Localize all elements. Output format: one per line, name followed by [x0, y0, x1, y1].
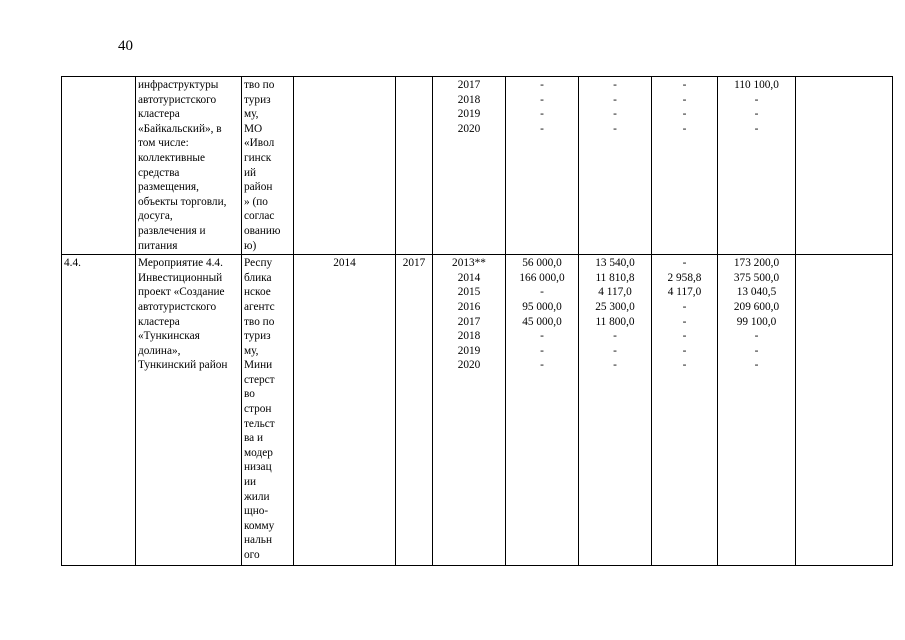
- notes: [796, 77, 893, 255]
- amount-col-c-line: 2 958,8: [667, 271, 702, 284]
- years-line: 2016: [457, 300, 481, 313]
- amount-col-a-line: -: [540, 344, 544, 357]
- amount-col-b-line: -: [613, 93, 617, 106]
- executor-line: ю): [244, 239, 257, 252]
- table-row: [62, 255, 893, 566]
- amount-col-b-line: 11 800,0: [595, 315, 635, 328]
- years-line: 2017: [457, 79, 481, 91]
- amount-col-c-line: -: [682, 344, 687, 357]
- executor: [242, 77, 294, 255]
- executor-line: ий: [244, 166, 257, 179]
- row-number: [62, 77, 136, 255]
- measure-name-line: развлечения и: [138, 224, 206, 237]
- measure-name-line: том числе:: [138, 137, 189, 150]
- executor-line: жили: [244, 490, 270, 503]
- start-year: [294, 77, 396, 255]
- executor-line: ого: [244, 549, 260, 561]
- amount-col-c-line: -: [682, 93, 687, 106]
- executor-line: ии: [244, 476, 257, 489]
- executor-line: нское: [244, 286, 271, 299]
- executor-line: туриз: [244, 330, 271, 343]
- amount-col-a-line: -: [540, 79, 544, 91]
- amount-col-a-line: 56 000,0: [522, 257, 562, 270]
- executor-line: му,: [244, 344, 259, 357]
- executor-line: ва и: [244, 432, 264, 445]
- years: [433, 77, 506, 255]
- amount-col-d-line: 209 600,0: [733, 300, 780, 313]
- amount-col-a-line: -: [540, 359, 544, 372]
- row-number: 4.4.: [62, 255, 136, 566]
- executor-line: МО: [244, 122, 263, 135]
- executor-line: «Ивол: [244, 137, 275, 150]
- measure-name-line: долина»,: [138, 344, 181, 357]
- amount-col-d-line: 13 040,5: [736, 286, 777, 299]
- page-number: 40: [118, 38, 133, 54]
- amount-col-b-line: -: [613, 344, 617, 357]
- amount-col-c-line: -: [682, 122, 687, 135]
- measure-name-line: Инвестиционный: [138, 271, 223, 284]
- years-line: 2015: [457, 286, 481, 299]
- years-line: 2013**: [452, 257, 486, 270]
- measure-name-line: кластера: [138, 315, 180, 328]
- amount-col-a: [506, 77, 579, 255]
- years-line: 2019: [457, 344, 481, 357]
- measure-name-line: коллективные: [138, 151, 206, 164]
- start-year: 2014: [294, 255, 396, 566]
- amount-col-b-line: -: [613, 122, 617, 135]
- years-line: 2020: [457, 359, 481, 372]
- measure-name-line: «Тункинская: [138, 330, 200, 343]
- amount-col-d: [718, 77, 796, 255]
- amount-col-b-line: 11 810,8: [595, 271, 635, 284]
- amount-col-d-line: 173 200,0: [733, 257, 780, 270]
- amount-col-a-line: 45 000,0: [522, 315, 562, 328]
- amount-col-a: [506, 255, 579, 566]
- measure-name-line: автотуристского: [138, 300, 217, 313]
- years-line: 2014: [457, 271, 481, 284]
- table-row: [62, 77, 893, 255]
- amount-col-a-line: -: [540, 286, 544, 299]
- amount-col-d-line: -: [754, 344, 759, 357]
- executor-line: соглас: [244, 210, 275, 223]
- measure-name-line: средства: [138, 166, 180, 179]
- executor: [242, 255, 294, 566]
- executor-line: район: [244, 181, 273, 194]
- executor-line: тво по: [244, 315, 275, 328]
- executor-line: тво по: [244, 79, 275, 91]
- executor-line: туриз: [244, 93, 271, 106]
- executor-line: строн: [244, 403, 272, 416]
- amount-col-b-line: 25 300,0: [595, 300, 635, 313]
- measure-name-line: «Байкальский», в: [138, 122, 222, 135]
- amount-col-a-line: 95 000,0: [522, 300, 562, 313]
- amount-col-b-line: -: [613, 108, 617, 121]
- amount-col-b-line: -: [613, 79, 617, 91]
- executor-line: низац: [244, 461, 272, 474]
- executor-line: комму: [244, 519, 275, 532]
- years-line: 2017: [457, 315, 481, 328]
- years-line: 2020: [457, 122, 481, 135]
- executor-line: стерст: [244, 373, 275, 386]
- years-line: 2019: [457, 108, 481, 121]
- amount-col-a-line: -: [540, 122, 544, 135]
- executor-line: Респу: [244, 257, 273, 270]
- amount-col-c-line: -: [682, 315, 687, 328]
- amount-col-a-line: -: [540, 330, 544, 343]
- measure-name-line: досуга,: [138, 210, 173, 223]
- measure-name-line: инфраструктуры: [138, 79, 219, 91]
- executor-line: Мини: [244, 359, 273, 372]
- end-year: [396, 77, 433, 255]
- amount-col-c: [652, 255, 718, 566]
- measure-name-line: кластера: [138, 108, 180, 121]
- amount-col-b-line: -: [613, 330, 617, 343]
- executor-line: » (по: [244, 195, 268, 208]
- amount-col-c-line: -: [682, 79, 687, 91]
- executor-line: ованию: [244, 224, 281, 237]
- amount-col-c-line: -: [682, 330, 687, 343]
- amount-col-b-line: 4 117,0: [598, 286, 632, 299]
- notes: [796, 255, 893, 566]
- amount-col-b: [579, 77, 652, 255]
- amount-col-d-line: -: [754, 93, 759, 106]
- measure-name-line: размещения,: [138, 181, 199, 194]
- executor-line: модер: [244, 446, 273, 459]
- amount-col-c-line: -: [682, 300, 687, 313]
- executor-line: блика: [244, 271, 272, 284]
- amount-col-d-line: -: [754, 330, 759, 343]
- years: [433, 255, 506, 566]
- amount-col-d-line: 110 100,0: [734, 79, 779, 91]
- executor-line: во: [244, 388, 255, 401]
- measure-name-line: Тункинский район: [138, 359, 228, 372]
- measure-name-line: питания: [138, 239, 178, 252]
- measure-name-line: объекты торговли,: [138, 195, 227, 208]
- amount-col-a-line: 166 000,0: [519, 271, 565, 284]
- amount-col-b-line: -: [613, 359, 617, 372]
- program-table: [61, 76, 893, 566]
- amount-col-c-line: -: [682, 257, 687, 270]
- amount-col-c-line: 4 117,0: [667, 286, 702, 299]
- measure-name-line: проект «Создание: [138, 286, 225, 299]
- executor-line: тельст: [244, 417, 275, 430]
- executor-line: агентс: [244, 300, 275, 313]
- amount-col-d-line: -: [754, 359, 759, 372]
- amount-col-b: [579, 255, 652, 566]
- amount-col-d-line: 375 500,0: [733, 271, 780, 284]
- end-year: 2017: [396, 255, 433, 566]
- measure-name-line: Мероприятие 4.4.: [138, 257, 223, 270]
- amount-col-c-line: -: [682, 108, 687, 121]
- executor-line: му,: [244, 108, 259, 121]
- executor-line: нальн: [244, 534, 272, 547]
- executor-line: гинск: [244, 151, 272, 164]
- amount-col-a-line: -: [540, 93, 544, 106]
- amount-col-d-line: 99 100,0: [736, 315, 777, 328]
- measure-name: [136, 255, 242, 566]
- amount-col-d: [718, 255, 796, 566]
- amount-col-c: [652, 77, 718, 255]
- amount-col-d-line: -: [754, 122, 759, 135]
- measure-name-line: автотуристского: [138, 93, 217, 106]
- amount-col-d-line: -: [754, 108, 759, 121]
- measure-name: [136, 77, 242, 255]
- amount-col-a-line: -: [540, 108, 544, 121]
- executor-line: щно-: [244, 505, 269, 518]
- years-line: 2018: [457, 330, 481, 343]
- amount-col-c-line: -: [682, 359, 687, 372]
- years-line: 2018: [457, 93, 481, 106]
- amount-col-b-line: 13 540,0: [595, 257, 635, 270]
